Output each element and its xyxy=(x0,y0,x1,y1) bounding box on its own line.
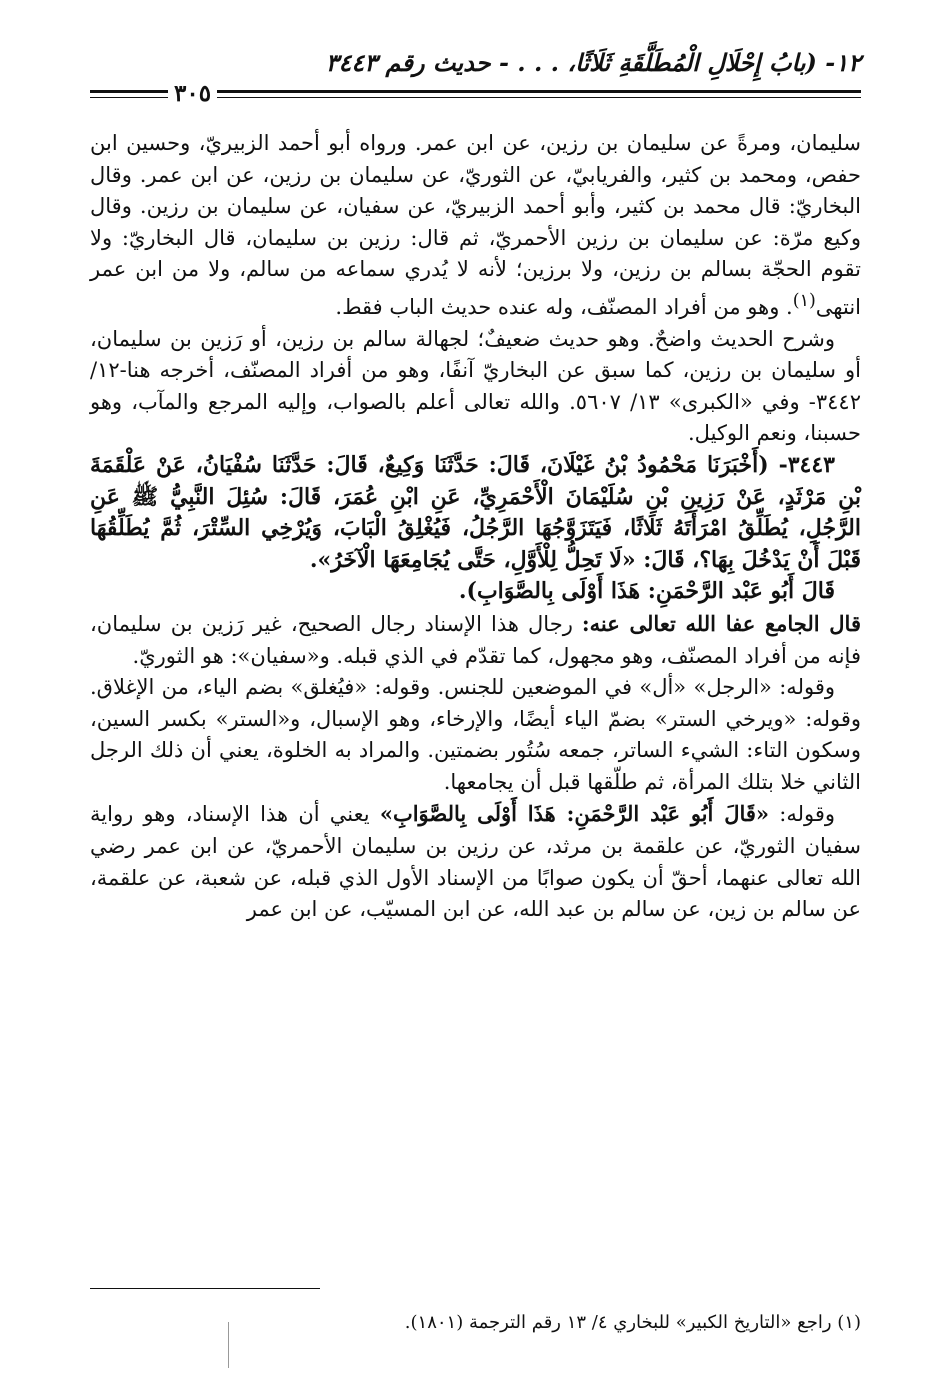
footnote-rule xyxy=(90,1288,320,1289)
paragraph-5-text: يعني أن هذا الإسناد، وهو رواية سفيان الثوريّ، عن علقمة بن مرثد، عن رزين بن سليمان الأحمريّ، عن ابن عمر رضي الله تعالى عنهما، أحقّ أن يكون صوابًا من الإسناد الأول الذي قبله، عن شعبة، عن علقمة، عن سالم بن زين، عن سالم بن عبد الله، عن ابن المسيّب، عن ابن عمر xyxy=(90,802,861,922)
page-number-rule xyxy=(90,90,160,98)
paragraph-1 xyxy=(90,128,861,324)
running-header xyxy=(90,48,861,107)
paragraph-3 xyxy=(90,608,861,672)
main-text xyxy=(90,128,861,926)
page-number: ٣٠٥ xyxy=(168,82,217,105)
paragraph-5 xyxy=(90,798,861,925)
paragraph-4: وقوله: «الرجل» «أل» في الموضعين للجنس. وقوله: «فيُغلق» بضم الياء، من الإغلاق. وقوله: «ويرخي الستر» بضمّ الياء أيضًا، والإرخاء، وهو الإسبال، و«الستر» بكسر السين، وسكون التاء: الشيء الساتر، جمعه سُتُور بضمتين. والمراد به الخلوة، يعني أن ذلك الرجل الثاني خلا بتلك المرأة، ثم طلّقها قبل أن يجامعها. xyxy=(90,675,861,794)
document-page xyxy=(90,48,861,1376)
paragraph-5-bold: «قَالَ أَبُو عَبْد الرَّحْمَنِ: هَذَا أَوْلَى بِالصَّوَابِ» xyxy=(379,801,770,827)
nasai-comment: قَالَ أَبُو عَبْد الرَّحْمَنِ: هَذَا أَوْلَى بِالصَّوَابِ). xyxy=(458,578,835,605)
paragraph-2: وشرح الحديث واضحٌ. وهو حديث ضعيفٌ؛ لجهالة سالم بن رزين، أو رَزين بن سليمان، أو سليمان بن رزين، كما سبق عن البخاريّ آنفًا، وهو من أفراد المصنّف، أخرجه هنا-١٢/ ٣٤٤٢- وفي «الكبرى» ١٣/ ٥٦٠٧. والله تعالى أعلم بالصواب، وإليه المرجع والمآب، وهو حسبنا، ونعم الوكيل. xyxy=(90,326,861,446)
footnote: (١) راجع «التاريخ الكبير» للبخاري ٤/ ١٣ رقم الترجمة (١٨٠١). xyxy=(404,1312,861,1333)
paragraph-1-tail: . وهو من أفراد المصنّف، وله عنده حديث الباب فقط. xyxy=(335,294,793,319)
scan-mark xyxy=(228,1322,229,1368)
paragraph-1-text: سليمان، ومرةً عن سليمان بن رزين، عن ابن عمر. ورواه أبو أحمد الزبيريّ، وحسين ابن حفص، ومحمد بن كثير، والفريابيّ، عن الثوريّ، عن سليمان بن رزين، عن ابن عمر. وقال البخاريّ: قال محمد بن كثير، وأبو أحمد الزبيريّ، عن سفيان، عن سليمان بن رزين. وقال وكيع مرّة: عن سليمان بن رزين الأحمريّ، ثم قال: رزين بن سليمان، قال البخاريّ: ولا تقوم الحجّة بسالم بن رزين، ولا برزين؛ لأنه لا يُدري سماعه من سالم، ولا من ابن عمر انتهى xyxy=(90,131,861,319)
paragraph-3-lead: قال الجامع عفا الله تعالى عنه: xyxy=(581,610,861,636)
paragraph-3-text: رجال هذا الإسناد رجال الصحيح، غير رَزين بن سليمان، فإنه من أفراد المصنّف، وهو مجهول، كما تقدّم في الذي قبله. و«سفيان»: هو الثوريّ. xyxy=(90,611,861,668)
footnote-ref: (١) xyxy=(792,290,816,311)
header-title: ١٢- (بابُ إِحْلَالِ الْمُطَلَّقَةِ ثَلَاثًا، . . . - حديث رقم ٣٤٤٣ xyxy=(325,48,861,77)
paragraph-5-lead: وقوله: xyxy=(769,802,835,827)
hadith-text: ٣٤٤٣- (أَخْبَرَنَا مَحْمُودُ بْنُ غَيْلَانَ، قَالَ: حَدَّثَنَا وَكِيعٌ، قَالَ: حَدَّثَنَا سُفْيَانُ، عَنْ عَلْقَمَةَ بْنِ مَرْثَدٍ، عَنْ رَزِينِ بْنِ سُلَيْمَانَ الْأَحْمَرِيِّ، عَنِ ابْنِ عُمَرَ، قَالَ: سُئِلَ النَّبِيُّ ﷺ عَنِ الرَّجُلِ، يُطَلِّقُ امْرَأَتَهُ ثَلَاثًا، فَيَتَزَوَّجُهَا الرَّجُلُ، فَيُغْلِقُ الْبَابَ، وَيُرْخِي السِّتْرَ، ثُمَّ يُطَلِّقُهَا قَبْلَ أَنْ يَدْخُلَ بِهَا؟، قَالَ: «لَا تَحِلُّ لِلْأَوَّلِ، حَتَّى يُجَامِعَهَا الْآخَرُ». xyxy=(90,451,861,573)
